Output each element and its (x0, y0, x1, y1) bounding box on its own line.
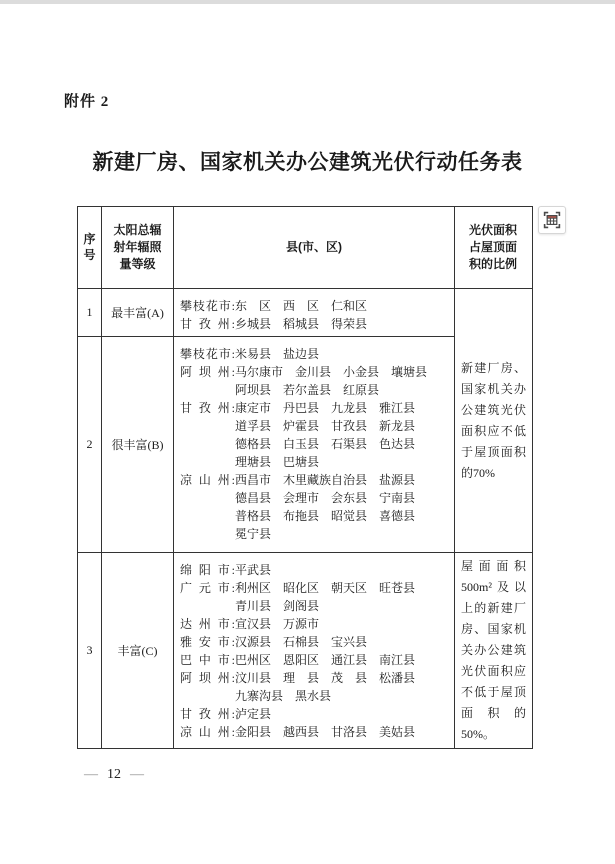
row-index: 3 (78, 553, 102, 749)
ratio-note-rows-1-2: 新建厂房、国家机关办公建筑光伏面积应不低于屋顶面积的70% (455, 289, 533, 553)
county-line-label (180, 453, 235, 471)
county-line (180, 417, 452, 435)
county-line (180, 633, 452, 651)
county-line-label: 广 元 市: (180, 581, 235, 595)
radiation-level: 很丰富(B) (102, 337, 174, 553)
county-line (180, 705, 452, 723)
county-line-text: 乡城县 稻城县 得荣县 (235, 317, 368, 331)
county-line (180, 597, 452, 615)
header-cell-county: 县(市、区) (174, 207, 455, 289)
county-line-label: 甘 孜 州: (180, 401, 235, 415)
county-line-label: 攀枝花市: (180, 347, 235, 361)
county-line-label (180, 381, 235, 399)
county-line (180, 615, 452, 633)
ratio-note-row-3: 屋面面积500m²及以上的新建厂房、国家机关办公建筑光伏面积应不低于屋顶面积的50%。 (455, 553, 533, 749)
radiation-level: 丰富(C) (102, 553, 174, 749)
county-line-label: 凉 山 州: (180, 473, 235, 487)
county-line-text: 西昌市 木里藏族自治县 盐源县 (235, 473, 416, 487)
county-line (180, 471, 452, 489)
county-line-text: 冕宁县 (235, 527, 272, 541)
county-line (180, 399, 452, 417)
county-line (180, 723, 452, 741)
attachment-label: 附件 2 (64, 94, 110, 110)
county-list (174, 289, 455, 337)
page-number (84, 767, 144, 783)
county-line-label: 阿 坝 州: (180, 365, 235, 379)
county-line-text: 汶川县 理 县 茂 县 松潘县 (235, 671, 416, 685)
county-line-text: 德昌县 会理市 会东县 宁南县 (235, 491, 416, 505)
page-number-value: 12 (107, 767, 121, 782)
county-line-label (180, 489, 235, 507)
table-capture-button[interactable] (538, 206, 566, 234)
county-line (180, 579, 452, 597)
page-number-dash-left: — (84, 767, 98, 782)
county-line-label: 凉 山 州: (180, 725, 235, 739)
county-line-text: 马尔康市 金川县 小金县 壤塘县 (235, 365, 428, 379)
row-index: 1 (78, 289, 102, 337)
county-line-label: 攀枝花市: (180, 299, 235, 313)
county-line-text: 金阳县 越西县 甘洛县 美姑县 (235, 725, 416, 739)
table-row-3 (78, 553, 533, 749)
county-line-text: 阿坝县 若尔盖县 红原县 (235, 383, 380, 397)
header-cell-serial: 序号 (78, 207, 102, 289)
county-line-text: 宣汉县 万源市 (235, 617, 320, 631)
county-line (180, 489, 452, 507)
county-line (180, 669, 452, 687)
county-line-label (180, 687, 235, 705)
county-line-label: 巴 中 市: (180, 653, 235, 667)
pv-task-table (77, 206, 533, 749)
county-line (180, 435, 452, 453)
county-line-label (180, 525, 235, 543)
county-line (180, 525, 452, 543)
county-line (180, 561, 452, 579)
county-line-label: 绵 阳 市: (180, 563, 235, 577)
county-line-text: 利州区 昭化区 朝天区 旺苍县 (235, 581, 416, 595)
county-line-label: 甘 孜 州: (180, 317, 235, 331)
county-line-label: 阿 坝 州: (180, 671, 235, 685)
county-line-text: 理塘县 巴塘县 (235, 455, 320, 469)
header-cell-radiation-level: 太阳总辐射年辐照量等级 (102, 207, 174, 289)
county-line-text: 九寨沟县 黑水县 (235, 689, 332, 703)
county-line-label: 甘 孜 州: (180, 707, 235, 721)
county-line-label (180, 435, 235, 453)
county-line (180, 507, 452, 525)
county-line-label (180, 507, 235, 525)
county-line-label (180, 417, 235, 435)
county-line-text: 道孚县 炉霍县 甘孜县 新龙县 (235, 419, 416, 433)
county-line (180, 363, 452, 381)
county-line-text: 东 区 西 区 仁和区 (235, 299, 368, 313)
row-index: 2 (78, 337, 102, 553)
county-line-text: 汉源县 石棉县 宝兴县 (235, 635, 368, 649)
county-line (180, 345, 452, 363)
county-line (180, 381, 452, 399)
county-line-label (180, 597, 235, 615)
header-cell-ratio: 光伏面积占屋顶面积的比例 (455, 207, 533, 289)
table-capture-icon (542, 210, 562, 230)
document-title: 新建厂房、国家机关办公建筑光伏行动任务表 (92, 150, 523, 174)
county-line-text: 康定市 丹巴县 九龙县 雅江县 (235, 401, 416, 415)
county-line-label: 雅 安 市: (180, 635, 235, 649)
county-line-text: 德格县 白玉县 石渠县 色达县 (235, 437, 416, 451)
county-line-text: 青川县 剑阁县 (235, 599, 320, 613)
table-row-1 (78, 289, 533, 337)
page-number-dash-right: — (130, 767, 144, 782)
county-line (180, 453, 452, 471)
county-line-text: 普格县 布拖县 昭觉县 喜德县 (235, 509, 416, 523)
county-line-text: 平武县 (235, 563, 272, 577)
county-line (180, 297, 452, 315)
county-line (180, 687, 452, 705)
radiation-level: 最丰富(A) (102, 289, 174, 337)
county-line-text: 巴州区 恩阳区 通江县 南江县 (235, 653, 416, 667)
county-line-label: 达 州 市: (180, 617, 235, 631)
county-list (174, 337, 455, 553)
county-line-text: 泸定县 (235, 707, 272, 721)
county-line (180, 315, 452, 333)
county-line (180, 651, 452, 669)
table-header-row (78, 207, 533, 289)
county-list (174, 553, 455, 749)
window-top-edge (0, 0, 615, 4)
county-line-text: 米易县 盐边县 (235, 347, 320, 361)
